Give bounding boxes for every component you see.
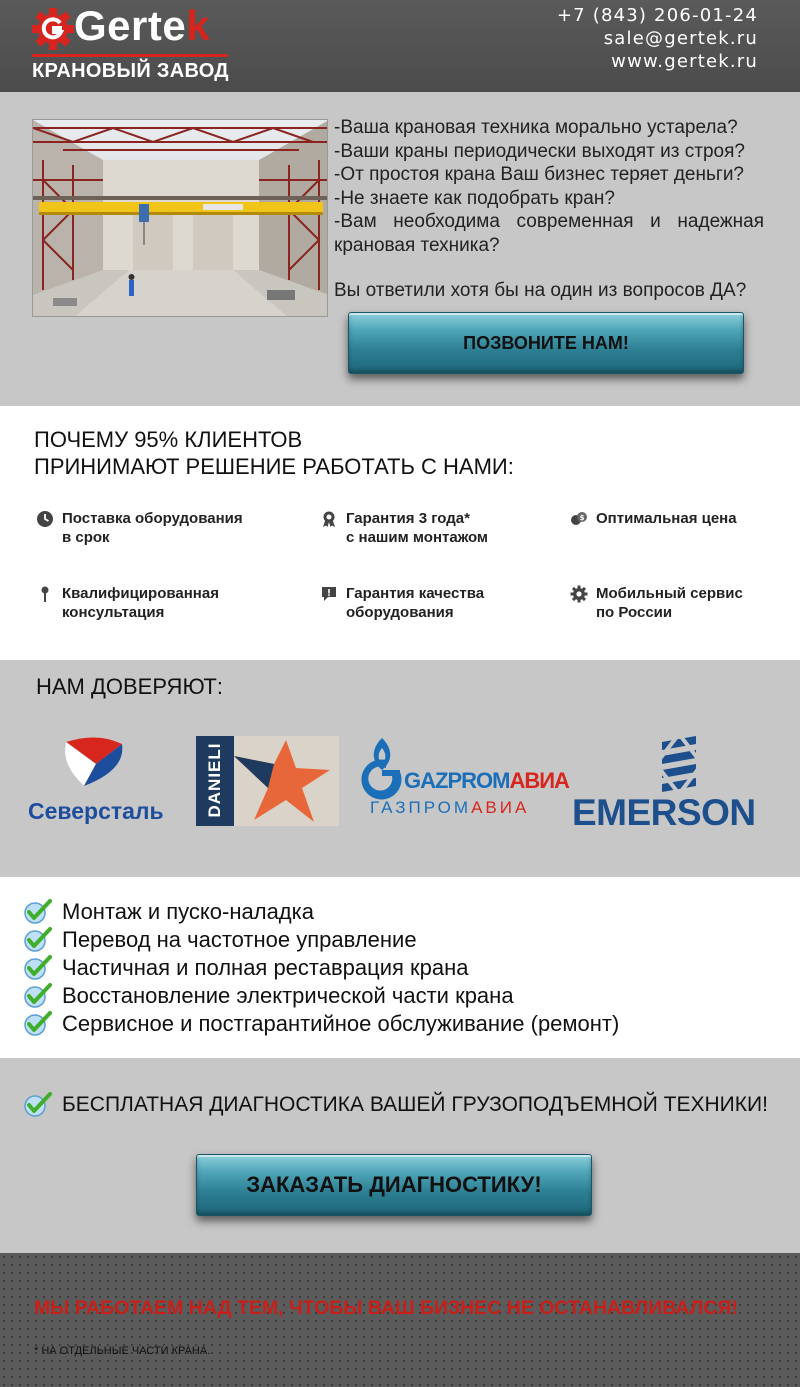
hero-question: -Ваши краны периодически выходят из строя? bbox=[334, 140, 745, 162]
emerson-logo bbox=[572, 730, 788, 840]
hero-question: -Ваша крановая техника морально устарела? bbox=[334, 117, 738, 138]
emerson-mark-icon bbox=[656, 734, 702, 794]
why-us-section bbox=[0, 406, 800, 660]
hero-question: -Вам необходима современная и надежная крановая техника? bbox=[334, 211, 764, 256]
feature-price: $ Оптимальная цена bbox=[570, 509, 737, 528]
clock-icon bbox=[36, 510, 54, 528]
feature-quality: Гарантия качества оборудования bbox=[320, 584, 484, 622]
gear-icon bbox=[570, 585, 588, 603]
check-icon bbox=[22, 955, 52, 981]
gazprom-wordmark-ru: ГАЗПРОМАВИА bbox=[370, 798, 530, 817]
check-icon bbox=[22, 1092, 52, 1118]
why-us-title: ПОЧЕМУ 95% КЛИЕНТОВ ПРИНИМАЮТ РЕШЕНИЕ РАБОТАТЬ С НАМИ: bbox=[34, 427, 514, 479]
footer-slogan: МЫ РАБОТАЕМ НАД ТЕМ, ЧТОБЫ ВАШ БИЗНЕС НЕ ОСТАНАВЛИВАЛСЯ! bbox=[34, 1297, 738, 1319]
call-us-button[interactable]: ПОЗВОНИТЕ НАМ! bbox=[348, 312, 744, 374]
footer bbox=[0, 1253, 800, 1387]
service-item: Восстановление электрической части крана bbox=[22, 983, 514, 1009]
hero-question: -От простоя крана Ваш бизнес теряет деньги? bbox=[334, 164, 744, 185]
logo-subtitle: КРАНОВЫЙ ЗАВОД bbox=[32, 60, 229, 82]
severstal-wordmark: Северсталь bbox=[28, 798, 164, 824]
emerson-wordmark: EMERSON bbox=[572, 792, 756, 833]
website-link[interactable]: www.gertek.ru bbox=[611, 51, 758, 72]
severstal-mark-icon bbox=[26, 734, 172, 794]
danieli-star-icon bbox=[234, 736, 339, 826]
footer-note: * НА ОТДЕЛЬНЫЕ ЧАСТИ КРАНА. bbox=[34, 1345, 211, 1357]
severstal-logo bbox=[26, 734, 172, 838]
header bbox=[0, 0, 800, 92]
diagnostics-headline: БЕСПЛАТНАЯ ДИАГНОСТИКА ВАШЕЙ ГРУЗОПОДЪЕМНОЙ ТЕХНИКИ! bbox=[22, 1092, 768, 1118]
logo-wordmark: Gertek bbox=[74, 2, 211, 49]
partners-title: НАМ ДОВЕРЯЮТ: bbox=[36, 674, 223, 699]
check-icon bbox=[22, 927, 52, 953]
check-icon bbox=[22, 983, 52, 1009]
feature-consultation: Квалифицированная консультация bbox=[36, 584, 219, 622]
award-icon bbox=[320, 510, 338, 528]
coins-icon bbox=[570, 510, 588, 528]
danieli-wordmark: DANIELI bbox=[205, 742, 224, 818]
contacts bbox=[557, 4, 758, 73]
danieli-logo bbox=[196, 736, 339, 826]
feature-mobile-service: Мобильный сервис по России bbox=[570, 584, 743, 622]
service-item: Монтаж и пуско-наладка bbox=[22, 899, 314, 925]
hero-closing: Вы ответили хотя бы на один из вопросов ДА? bbox=[334, 280, 747, 301]
gazprom-avia-logo bbox=[358, 734, 569, 834]
service-item: Перевод на частотное управление bbox=[22, 927, 417, 953]
check-icon bbox=[22, 1011, 52, 1037]
crane-hall-photo bbox=[32, 119, 328, 317]
gear-logo-icon bbox=[30, 6, 76, 52]
svg-text:$: $ bbox=[579, 514, 585, 522]
logo-underline bbox=[32, 54, 228, 57]
services-section bbox=[0, 877, 800, 1058]
hero-section bbox=[0, 92, 800, 406]
gazprom-flame-icon bbox=[358, 736, 406, 800]
feature-delivery: Поставка оборудования в срок bbox=[36, 509, 243, 547]
comment-alert-icon bbox=[320, 585, 338, 603]
email-link[interactable]: sale@gertek.ru bbox=[603, 28, 758, 49]
logo[interactable] bbox=[30, 4, 240, 88]
service-item: Частичная и полная реставрация крана bbox=[22, 955, 469, 981]
phone-link[interactable]: +7 (843) 206-01-24 bbox=[556, 5, 758, 26]
hero-question: -Не знаете как подобрать кран? bbox=[334, 187, 615, 209]
pin-icon bbox=[36, 585, 54, 603]
service-item: Сервисное и постгарантийное обслуживание (ремонт) bbox=[22, 1011, 619, 1037]
partners-section bbox=[0, 660, 800, 877]
diagnostics-section bbox=[0, 1058, 800, 1253]
check-icon bbox=[22, 899, 52, 925]
order-diagnostics-button[interactable]: ЗАКАЗАТЬ ДИАГНОСТИКУ! bbox=[196, 1154, 592, 1216]
gazprom-wordmark: GAZPROMАВИА bbox=[404, 768, 569, 793]
hero-questions bbox=[334, 116, 764, 303]
feature-warranty: Гарантия 3 года* с нашим монтажом bbox=[320, 509, 488, 547]
